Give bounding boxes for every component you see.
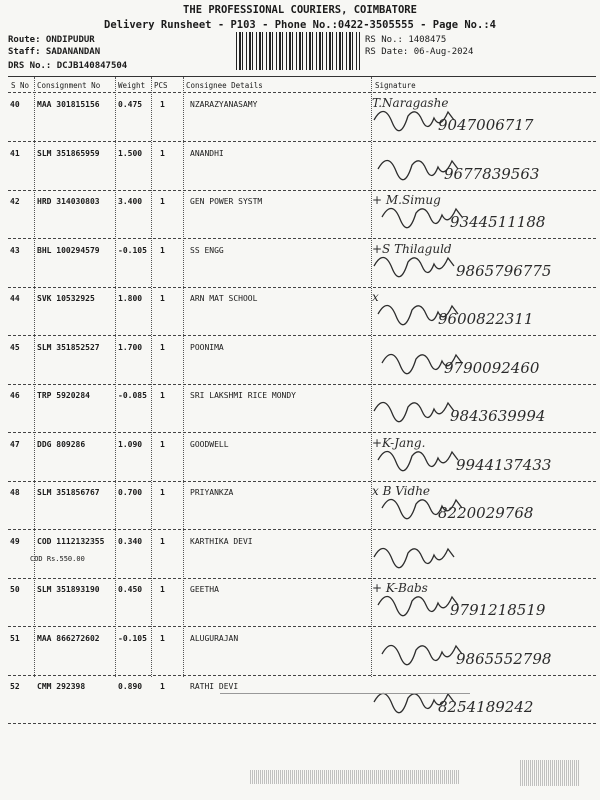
row-weight: 1.090 — [118, 439, 143, 449]
signature-name: + M.Simug — [372, 193, 441, 207]
signature-name: x — [372, 290, 379, 304]
row-cod-amount: COD Rs.550.00 — [30, 554, 85, 563]
signature-field — [368, 533, 592, 579]
header-rule — [8, 92, 596, 93]
row-weight: 0.700 — [118, 488, 143, 497]
row-consignee: SS ENGG — [190, 245, 224, 255]
signature-scribble — [378, 451, 458, 470]
row-pcs: 1 — [160, 342, 165, 352]
row-consignment-no: SLM 351856767 — [37, 488, 100, 497]
signature-phone: 9600822311 — [438, 310, 534, 328]
row-consignee: GOODWELL — [190, 439, 229, 449]
signature-field — [368, 290, 592, 336]
row-sno: 51 — [10, 633, 20, 643]
rs-date: RS Date: 06-Aug-2024 — [365, 47, 474, 57]
row-consignment-no: DDG 809286 — [37, 439, 86, 449]
signature-phone: 9865796775 — [456, 261, 552, 280]
signature-name: T.Naragashe — [372, 96, 449, 110]
signature-field — [368, 339, 592, 385]
row-sno: 42 — [10, 197, 20, 206]
runsheet-subtitle: Delivery Runsheet - P103 - Phone No.:0422-3505555 - Page No.:4 — [104, 19, 496, 31]
row-weight: 1.800 — [118, 294, 143, 303]
rs-number: RS No.: 1408475 — [365, 35, 447, 45]
row-consignee: GEN POWER SYSTM — [190, 197, 263, 206]
row-sno: 44 — [10, 294, 20, 303]
signature-scribble — [378, 596, 458, 615]
signature-field — [368, 630, 592, 676]
signature-scribble — [382, 645, 462, 664]
row-sno: 46 — [10, 391, 20, 400]
staff-label: Staff: SADANANDAN — [8, 47, 101, 57]
row-consignment-no: CMM 292398 — [37, 682, 86, 691]
row-consignment-no: SLM 351893190 — [37, 585, 100, 594]
signature-phone: 9344511188 — [450, 213, 546, 231]
row-weight: 0.340 — [118, 536, 143, 546]
row-weight: 0.450 — [118, 585, 143, 594]
row-pcs: 1 — [160, 100, 165, 109]
row-consignment-no: HRD 314030803 — [37, 197, 100, 206]
row-pcs: 1 — [160, 391, 165, 400]
row-pcs: 1 — [160, 245, 165, 255]
row-consignee: KARTHIKA DEVI — [190, 536, 253, 546]
row-weight: -0.105 — [118, 633, 147, 643]
row-pcs: 1 — [160, 439, 165, 449]
row-pcs: 1 — [160, 294, 165, 303]
row-consignee: POONIMA — [190, 342, 224, 352]
row-sno: 52 — [10, 682, 20, 691]
signature-scribble — [374, 402, 454, 421]
signature-name: + K-Babs — [372, 581, 428, 595]
row-consignment-no: SLM 351865959 — [37, 148, 100, 158]
row-weight: 1.500 — [118, 148, 143, 158]
row-consignee: PRIYANKZA — [190, 488, 234, 497]
row-consignee: ARN MAT SCHOOL — [190, 294, 258, 303]
signature-phone: 9047006717 — [438, 116, 534, 134]
signature-field — [368, 581, 592, 627]
signature-scribble — [374, 257, 454, 276]
row-weight: 3.400 — [118, 197, 143, 206]
row-sno: 48 — [10, 488, 20, 497]
signature-field — [368, 387, 592, 433]
row-consignee: ANANDHI — [190, 148, 224, 158]
row-consignment-no: SVK 10532925 — [37, 294, 95, 303]
row-weight: 0.890 — [118, 682, 143, 691]
signature-phone: 8254189242 — [438, 698, 534, 716]
row-sno: 50 — [10, 585, 20, 594]
row-weight: 0.475 — [118, 100, 143, 109]
col-consignee-header: Consignee Details — [186, 81, 263, 90]
barcode-image — [236, 32, 360, 70]
drs-number: DRS No.: DCJB140847504 — [8, 61, 128, 71]
signature-phone: 8220029768 — [438, 504, 534, 522]
row-pcs: 1 — [160, 682, 165, 691]
row-pcs: 1 — [160, 148, 165, 158]
row-consignment-no: TRP 5920284 — [37, 391, 90, 400]
signature-field — [368, 484, 592, 530]
row-weight: 1.700 — [118, 342, 143, 352]
row-pcs: 1 — [160, 488, 165, 497]
signature-name: x B Vidhe — [372, 484, 431, 498]
row-pcs: 1 — [160, 197, 165, 206]
signature-phone: 9791218519 — [450, 601, 546, 619]
col-signature-header: Signature — [375, 81, 416, 90]
row-consignee: SRI LAKSHMI RICE MONDY — [190, 391, 296, 400]
signature-phone: 9944137433 — [456, 455, 552, 474]
row-consignment-no: COD 1112132355 — [37, 536, 105, 546]
row-sno: 43 — [10, 245, 20, 255]
signature-field — [368, 678, 592, 724]
company-title: THE PROFESSIONAL COURIERS, COIMBATORE — [183, 4, 417, 16]
row-weight: -0.105 — [118, 245, 147, 255]
row-sno: 49 — [10, 536, 20, 546]
row-pcs: 1 — [160, 633, 165, 643]
row-weight: -0.085 — [118, 391, 147, 400]
row-consignee: ALUGURAJAN — [190, 633, 239, 643]
footer-smudge — [250, 770, 460, 784]
col-consignment-header: Consignment No — [37, 81, 101, 90]
row-pcs: 1 — [160, 536, 165, 546]
row-sno: 47 — [10, 439, 20, 449]
handwritten-signature — [368, 533, 592, 579]
row-sno: 40 — [10, 100, 20, 109]
col-weight-header: Weight — [118, 81, 146, 90]
signature-phone: 9790092460 — [444, 358, 540, 377]
footer-stamp — [520, 760, 580, 786]
row-sno: 41 — [10, 148, 20, 158]
signature-phone: 9677839563 — [444, 164, 540, 183]
row-consignee: RATHI DEVI — [190, 682, 239, 691]
col-sno-header: S No — [11, 81, 30, 90]
table-top-rule — [8, 76, 596, 77]
signature-field — [368, 436, 592, 482]
signature-field — [368, 96, 592, 142]
signature-name: +K-Jang. — [372, 435, 426, 450]
signature-field — [368, 242, 592, 288]
row-consignment-no: BHL 100294579 — [37, 245, 100, 255]
signature-name: +S Thilaguld — [372, 241, 452, 256]
signature-field — [368, 193, 592, 239]
route-label: Route: ONDIPUDUR — [8, 35, 95, 45]
row-sno: 45 — [10, 342, 20, 352]
row-consignee: GEETHA — [190, 585, 219, 594]
row-consignee: NZARAZYANASAMY — [190, 100, 258, 109]
row-consignment-no: MAA 301815156 — [37, 100, 100, 109]
row-consignment-no: SLM 351852527 — [37, 342, 100, 352]
col-pcs-header: PCS — [154, 81, 168, 90]
footer-rule — [220, 693, 470, 694]
signature-field — [368, 145, 592, 191]
signature-phone: 9865552798 — [456, 649, 552, 668]
signature-scribble — [374, 548, 454, 567]
row-consignment-no: MAA 866272602 — [37, 633, 100, 643]
signature-phone: 9843639994 — [450, 407, 546, 425]
row-pcs: 1 — [160, 585, 165, 594]
